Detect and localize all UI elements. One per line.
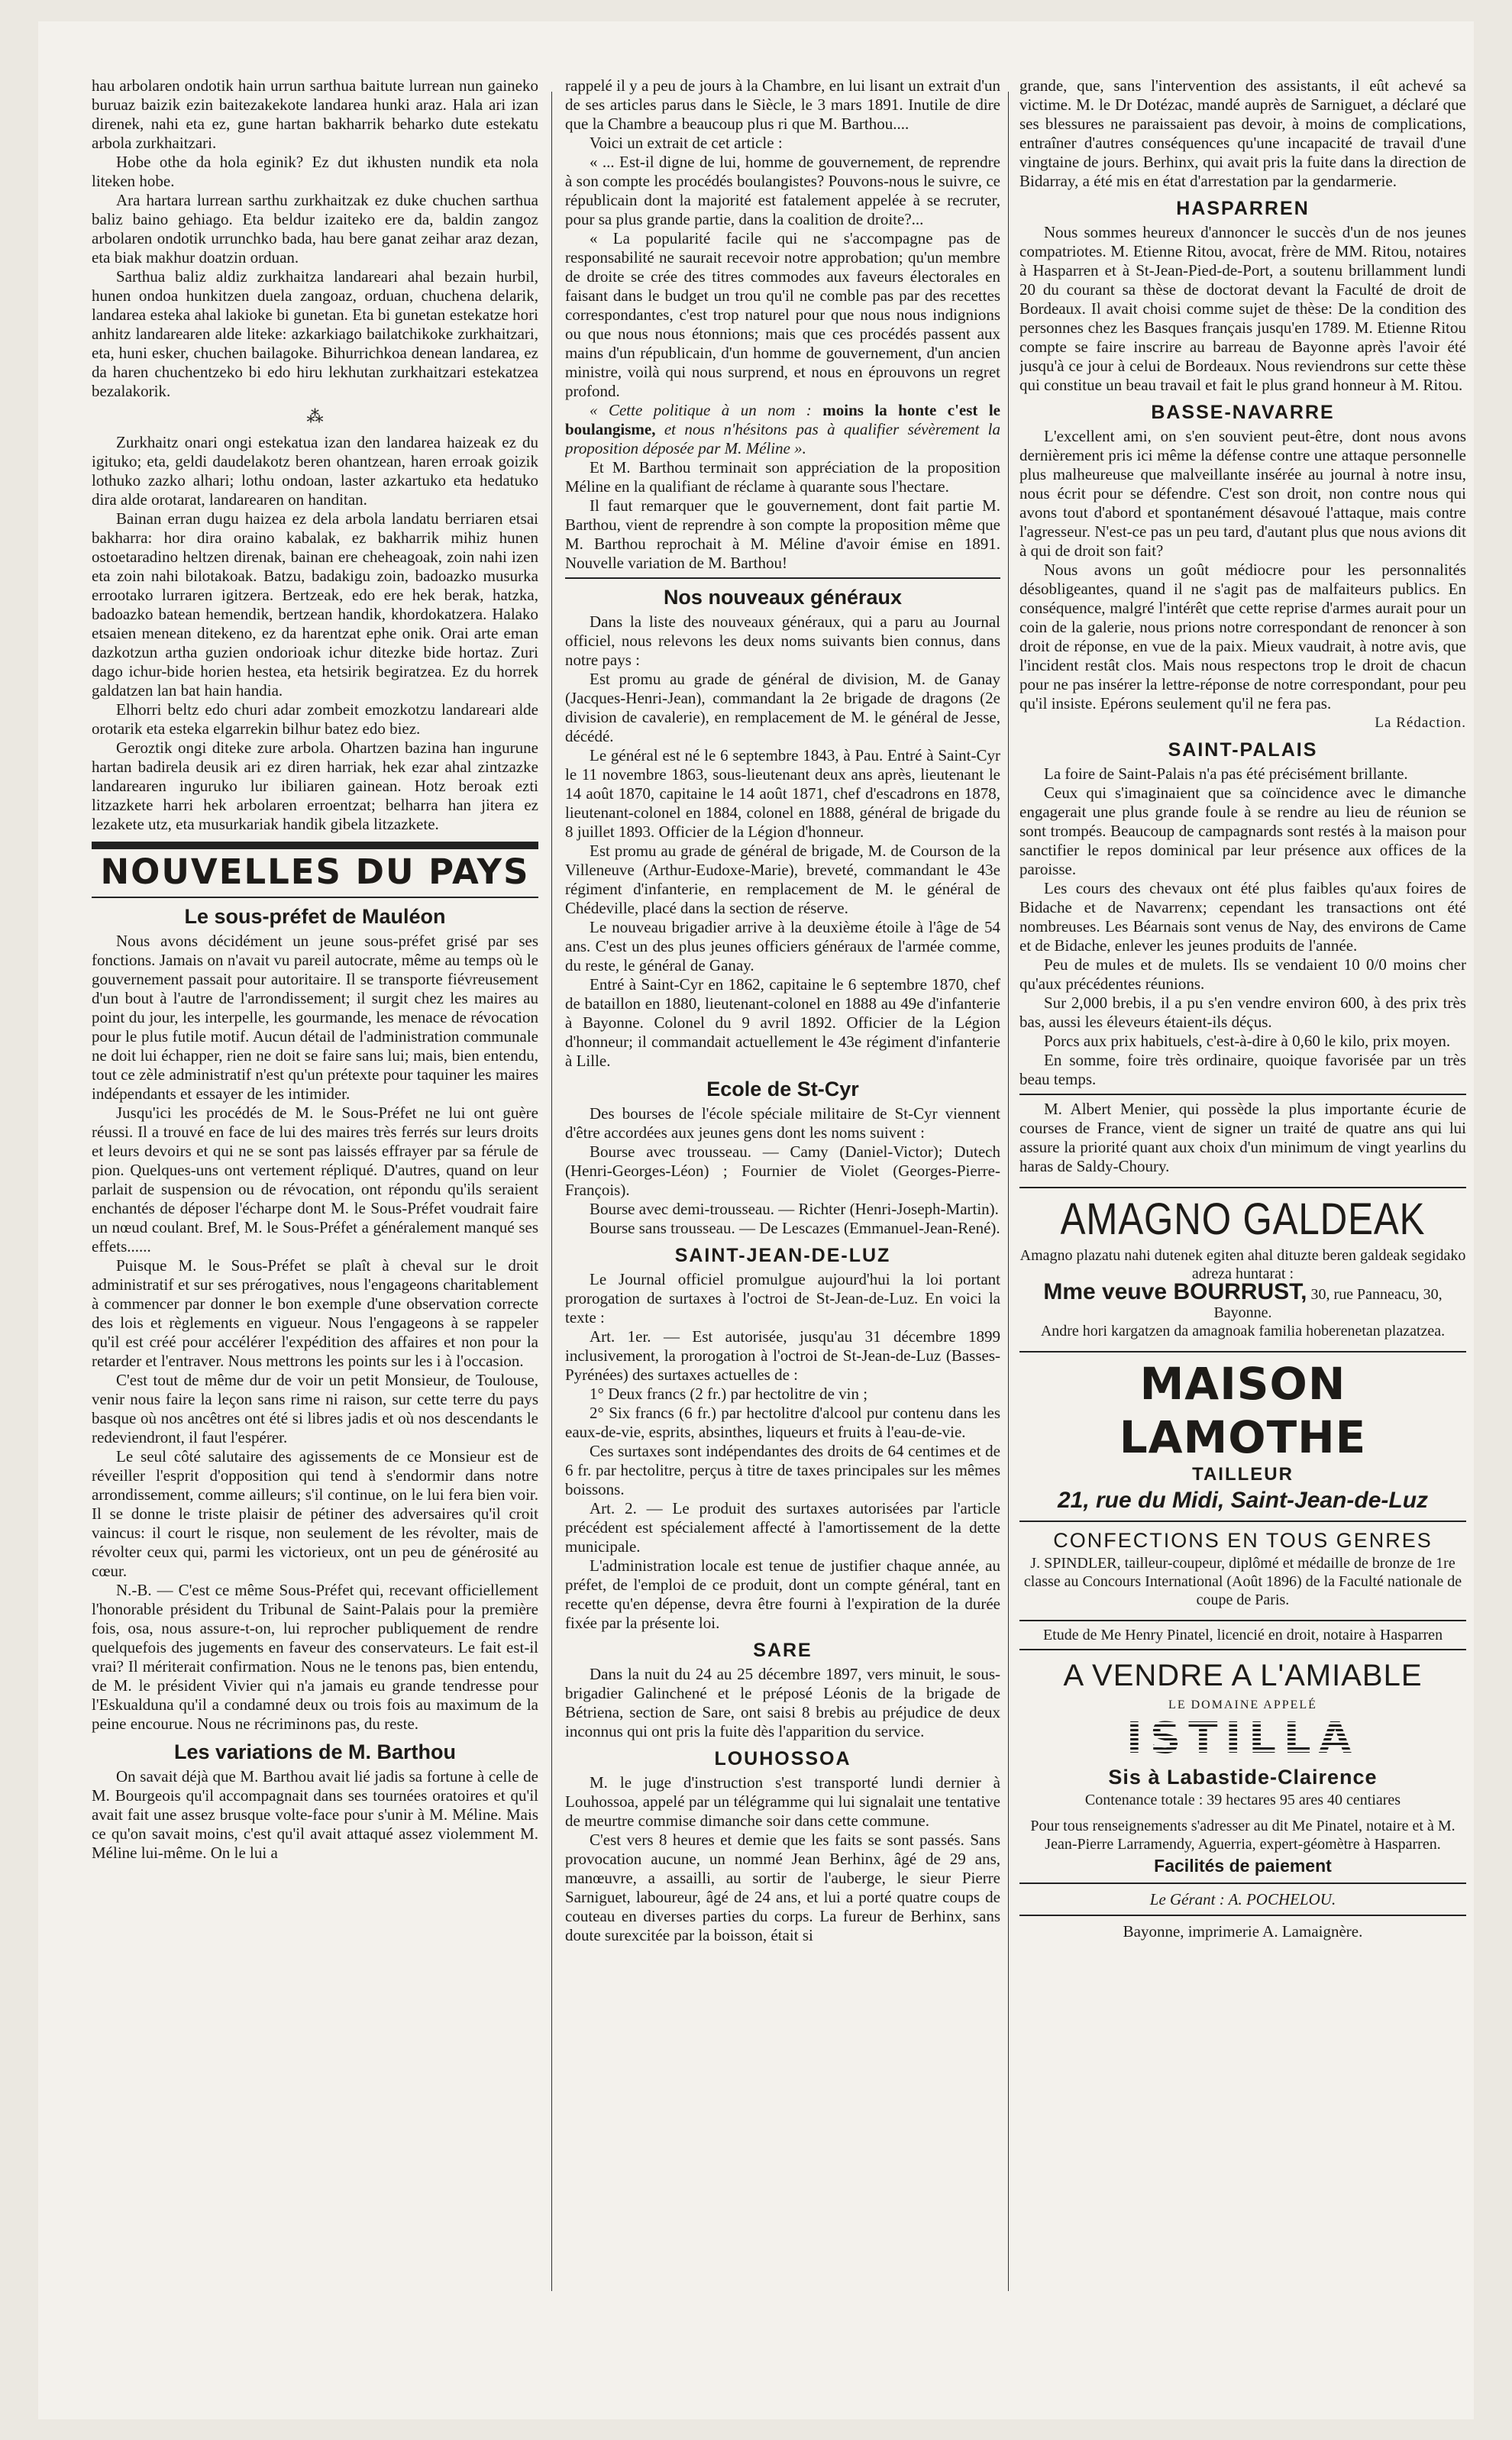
ad-title: MAISON LAMOTHE xyxy=(1119,1358,1367,1463)
paragraph: Nous avons décidément un jeune sous-préfet grisé par ses fonctions. Jamais on n'avait vu pareil autocrate, même au temps où le gouvernement passait pour autoritaire. Il se transporte fiévreusement d'un bout à l'autre de l'arrondissement; il surgit chez les maires au point du jour, les interpelle, les gourmande, les menace de révocation pour le plus futile motif. Aucun détail de l'administration communale ne doit lui échapper, rien ne doit se faire sans lui; mais, bien entendu, tout ce zèle administratif n'est qu'un prétexte pour taquiner les maires indépendants et essayer de les intimider. xyxy=(92,932,538,1103)
quote-text: « Cette politique à un nom : xyxy=(590,401,823,419)
ad-text: LE DOMAINE APPELÉ xyxy=(1168,1698,1317,1711)
paragraph: Les cours des chevaux ont été plus faibles qu'aux foires de Bidache et de Navarrenx; cependant les transactions ont été nombreuses. Les Béarnais sont venus de Nay, des environs de Came et de Bidache, enlever les jeunes produits de l'année. xyxy=(1019,879,1466,955)
ad-text: Contenance totale : 39 hectares 95 ares 40 centiares xyxy=(1084,1792,1401,1808)
paragraph: Puisque M. le Sous-Préfet se plaît à cheval sur le droit administratif et sur ses prérogatives, nous l'engageons charitablement à commencer par donner le bon exemple d'une observation correcte des lois et règlements en vigueur. Nous l'engageons à se rappeler qu'il est créé pour accélérer l'expédition des affaires et non pour la retarder et l'entraver. Nous mettrons les points sur les i à l'occasion. xyxy=(92,1256,538,1370)
paragraph: C'est tout de même dur de voir un petit Monsieur, de Toulouse, venir nous faire la leçon sans rime ni raison, sur cette terre du pays basque où nos ancêtres ont été si libres jadis et où nos descendants le redeviendront, il faut l'espérer. xyxy=(92,1371,538,1446)
paragraph: Entré à Saint-Cyr en 1862, capitaine le 6 septembre 1870, chef de bataillon en 1880, lieutenant-colonel en 1888 au 49e d'infanterie à Bayonne. Colonel du 9 avril 1892. Officier de la Légion d'honneur; il commandait actuellement le 43e régiment d'infanterie à Lille. xyxy=(565,975,1000,1070)
ad-title: A VENDRE A L'AMIABLE xyxy=(1063,1659,1423,1692)
paragraph: M. Albert Menier, qui possède la plus importante écurie de courses de France, vient de signer un traité de quatre ans qui lui assure la priorité quant aux choix d'un minimum de vingt yearlins du haras de Saldy-Choury. xyxy=(1019,1100,1466,1175)
quote-paragraph: « La popularité facile qui ne s'accompagne pas de responsabilité ne saurait recevoir notre approbation; qu'un membre de droite se crée des titres commodes aux faveurs électorales en faisant dans le budget un trou qu'il ne comble pas par des recettes correspondantes, c'est trop naturel pour que nous nous indignions ou que nous nous étonnions; mais que ces procédés passent aux mains d'un républicain, d'un homme de gouvernement, d'un ancien ministre, voilà qui nous surprend, et nous en éprouvons un regret profond. xyxy=(565,229,1000,400)
paragraph: Est promu au grade de général de division, M. de Ganay (Jacques-Henri-Jean), commandant la 2e brigade de dragons (2e division de cavalerie), en remplacement de M. le général de Jesse, décédé. xyxy=(565,670,1000,745)
paragraph: Le Journal officiel promulgue aujourd'hui la loi portant prorogation de surtaxes à l'octroi de St-Jean-de-Luz. En voici la texte : xyxy=(565,1270,1000,1327)
ad-text: Andre hori kargatzen da amagnoak familia hoberenetan plazatzea. xyxy=(1040,1323,1446,1340)
paragraph: Porcs aux prix habituels, c'est-à-dire à 0,60 le kilo, prix moyen. xyxy=(1044,1032,1451,1050)
ad-heading: CONFECTIONS EN TOUS GENRES xyxy=(1053,1529,1433,1552)
quote-paragraph: « ... Est-il digne de lui, homme de gouvernement, de reprendre à son compte les procédés boulangistes? Pouvons-nous le suivre, ce républicain dont la majorité est fatalement appelée à se recruter, pour sa plus grande partie, dans la coalition de droite?... xyxy=(565,153,1000,228)
ad-text: J. SPINDLER, tailleur-coupeur, diplômé et médaille de bronze de 1re classe au Concours International (Août 1896) de la Faculté nationale de coupe de Paris. xyxy=(1023,1555,1462,1608)
paragraph: Bourse avec trousseau. — Camy (Daniel-Victor); Dutech (Henri-Georges-Léon) ; Fournier de Violet (Georges-Pierre-François). xyxy=(565,1142,1000,1199)
paragraph: Bourse avec demi-trousseau. — Richter (Henri-Joseph-Martin). xyxy=(590,1200,999,1218)
advertisement-istilla xyxy=(1019,1620,1466,1878)
paragraph: Voici un extrait de cet article : xyxy=(590,134,783,152)
paragraph: On savait déjà que M. Barthou avait lié jadis sa fortune à celle de M. Bourgeois qu'il accompagnait dans ses tournées oratoires et qu'il avait fait une assez brusque volte-face pour s'unir à M. Méline. Mais ce qu'on savait moins, c'est qu'il avait attaqué assez violemment M. Méline lui-même. On le lui a xyxy=(92,1767,538,1862)
signature: La Rédaction. xyxy=(1375,715,1466,731)
paragraph: Art. 1er. — Est autorisée, jusqu'au 31 décembre 1899 inclusivement, la prorogation à l'octroi de St-Jean-de-Luz (Basses-Pyrénées) des surtaxes actuelles de : xyxy=(565,1327,1000,1384)
paragraph: Est promu au grade de général de brigade, M. de Courson de la Villeneuve (Arthur-Eudoxe-Marie), breveté, commandant le 43e régiment d'infanterie, en remplacement de M. le général de Chédeville, placé dans la section de réserve. xyxy=(565,842,1000,917)
ad-text: Pour tous renseignements s'adresser au dit Me Pinatel, notaire et à M. Jean-Pierre Larramendy, Aguerria, expert-géomètre à Hasparren. xyxy=(1030,1818,1455,1853)
ad-footer: Facilités de paiement xyxy=(1154,1856,1332,1876)
paragraph: Le nouveau brigadier arrive à la deuxième étoile à l'âge de 54 ans. C'est un des plus jeunes officiers généraux de l'armée comme, du reste, le général de Ganay. xyxy=(565,918,1000,974)
column-rule xyxy=(551,92,552,2291)
advertisement-lamothe xyxy=(1019,1351,1466,1609)
paragraph: 1° Deux francs (2 fr.) par hectolitre de vin ; xyxy=(590,1385,868,1403)
paragraph: Nous avons un goût médiocre pour les personnalités désobligeantes, quand il ne s'agit pas de malfaiteurs publics. En conséquence, malgré l'intérêt que cette reprise d'armes aurait pour un coin de la galerie, nous prions notre correspondant de renoncer à son droit de réponse, en vue de la paix. Mieux vaudrait, à notre avis, que l'incident restât clos. Mais nous respectons trop le droit de chacun pour ne pas insérer la lettre-réponse de notre correspondant, pour peu qu'il insiste. Epérons seulement qu'il ne fera pas. xyxy=(1019,561,1466,713)
paragraph: grande, que, sans l'intervention des assistants, il eût achevé sa victime. M. le Dr Dotézac, mandé auprès de Sarniguet, a déclaré que ses blessures ne paraissaient pas devoir, à moins de complications, entraîner d'autres conséquences qu'une incapacité de travail d'une vingtaine de jours. Berhinx, qui avait pris la fuite dans la direction de Bidarray, a été mis en état d'arrestation par la gendarmerie. xyxy=(1019,76,1466,190)
article-heading: Ecole de St-Cyr xyxy=(706,1078,859,1100)
advertisement-amagno xyxy=(1019,1187,1466,1340)
paragraph: Zurkhaitz onari ongi estekatua izan den landarea haizeak ez du igituko; eta, geldi daudelakotz beren ohantzean, haren erroak goizik lothuko zazko alhari; lothu ondoan, laster azkartuko eta hedatuko dira alde orotarat, landarearen on handitan. xyxy=(92,433,538,509)
ad-location: Sis à Labastide-Clairence xyxy=(1108,1766,1378,1789)
ad-contact xyxy=(1019,1279,1466,1322)
printer-line: Bayonne, imprimerie A. Lamaignère. xyxy=(1123,1922,1363,1941)
paragraph: Dans la nuit du 24 au 25 décembre 1897, vers minuit, le sous-brigadier Galinchené et le préposé Léonis de la brigade de Bétriena, section de Sare, ont saisi 8 brebis au préjudice de deux inconnus qui ont pris la fuite dès l'apparition du service. xyxy=(565,1665,1000,1740)
paragraph: M. le juge d'instruction s'est transporté lundi dernier à Louhossoa, appelé par un télégramme qui lui signalait une tentative de meurtre commise dimanche soir dans cette commune. xyxy=(565,1773,1000,1830)
column-1 xyxy=(92,76,538,2314)
paragraph: Ara hartara lurrean sarthu zurkhaitzak ez duke chuchen sarthua baliz baino gehiago. Eta beldur izaiteko ere da, baldin zangoz arbolaren ondotik urrunchko bada, hau bere ganat zeihar araz dezan, eta biak makhur doatzin orduan. xyxy=(92,191,538,267)
article-heading: Le sous-préfet de Mauléon xyxy=(184,905,446,928)
column-3 xyxy=(1019,76,1466,2314)
article-heading: Les variations de M. Barthou xyxy=(173,1740,457,1763)
paragraph: Bourse sans trousseau. — De Lescazes (Emmanuel-Jean-René). xyxy=(590,1219,1000,1237)
section-masthead: NOUVELLES DU PAYS xyxy=(100,852,530,892)
quote-text: et nous n'hésitons pas à qualifier sévèrement la proposition déposée par M. Méline ». xyxy=(565,420,1000,457)
section-divider xyxy=(565,577,1000,579)
article-heading: Nos nouveaux généraux xyxy=(663,586,903,609)
quote-emphasis: moins la honte c'est le boulangisme, xyxy=(565,401,1000,438)
column-rule xyxy=(1008,92,1009,2291)
paragraph: Il faut remarquer que le gouvernement, dont fait partie M. Barthou, vient de reprendre à son compte la proposition même que M. Barthou reprochait à M. Méline d'avoir émise en 1891. Nouvelle variation de M. Barthou! xyxy=(565,496,1000,572)
paragraph: L'excellent ami, on s'en souvient peut-être, dont nous avons dernièrement pris ici même la défense contre une attaque personnelle plus malheureuse que malveillante insérée au journal à notre insu, nous écrit pour se défendre. C'est son droit, non contre nous qui avons tout d'abord et spontanément désavoué l'attaque, mais contre l'agresseur. N'est-ce pas un peu tard, d'autant plus que nous avions dit à qui de droit son fait? xyxy=(1019,427,1466,560)
paragraph: Hobe othe da hola eginik? Ez dut ikhusten nundik eta nola liteken hobe. xyxy=(92,153,538,190)
ad-text: Amagno plazatu nahi dutenek egiten ahal dituzte beren galdeak segidako adreza huntarat : xyxy=(1019,1247,1466,1282)
paragraph: Peu de mules et de mulets. Ils se vendaient 10 0/0 moins cher qu'aux précédentes réunions. xyxy=(1019,955,1466,993)
section-divider xyxy=(1019,1883,1466,1884)
section-separator: ⁂ xyxy=(306,407,324,426)
section-divider xyxy=(1019,1649,1466,1650)
gerant-line: Le Gérant : A. POCHELOU. xyxy=(1149,1890,1336,1908)
quote-paragraph xyxy=(565,401,1000,458)
ad-name: Mme veuve BOURRUST, xyxy=(1043,1279,1307,1304)
section-divider xyxy=(92,897,538,898)
article-heading: SAINT-PALAIS xyxy=(1168,739,1318,761)
paragraph: Et M. Barthou terminait son appréciation de la proposition Méline en la qualifiant de réclame à quarante sous l'hectare. xyxy=(565,458,1000,496)
paragraph: Elhorri beltz edo churi adar zombeit emozkotzu landareari alde orotarik eta esteka elgarrekin bilhur batez edo biez. xyxy=(92,700,538,738)
paragraph: 2° Six francs (6 fr.) par hectolitre d'alcool pur contenu dans les eaux-de-vie, esprits, absinthes, liqueurs et fruits à l'eau-de-vie. xyxy=(565,1404,1000,1441)
article-heading: LOUHOSSOA xyxy=(714,1748,851,1769)
paragraph: Le général est né le 6 septembre 1843, à Pau. Entré à Saint-Cyr le 11 novembre 1863, sous-lieutenant deux ans après, lieutenant le 14 août 1870, capitaine le 14 août 1871, chef d'escadrons en 1878, lieutenant-colonel en 1884, colonel en 1888, général de brigade du 8 juillet 1893. Officier de la Légion d'honneur. xyxy=(565,746,1000,841)
paragraph: Ces surtaxes sont indépendantes des droits de 64 centimes et de 6 fr. par hectolitre, perçus à titre de taxes principales sur les mêmes boissons. xyxy=(565,1442,1000,1498)
paragraph: Sur 2,000 brebis, il a pu s'en vendre environ 600, à des prix très bas, aussi les éleveurs étaient-ils déçus. xyxy=(1019,994,1466,1031)
paragraph: rappelé il y a peu de jours à la Chambre, en lui lisant un extrait d'un de ses articles parus dans le Siècle, le 3 mars 1891. Inutile de dire que la Chambre a beaucoup plus ri que M. Barthou.... xyxy=(565,76,1000,133)
paragraph: Bainan erran dugu haizea ez dela arbola landatu berriaren etsai bakharra: hor dira oraino kabalak, ez bakharrik mihiz hunen ostoetaradino heltzen direnak, bainan ere cheheagoak, zoin nahi izen eta zoin nahi bilotakoak. Batzu, badakigu zoin, badoazko musurka errootako lurraren igitzera. Bertzeak, edo ere hek berak, hatzka, badoazko batean hemendik, bertzean handik, khordokatzera. Halako etsaien menean ditekeno, ez da harentzat ephe onik. Orai arte eman dazkotzun artha guzien ondorioak ichur ditezke bide hortaz. Zuri dago ichur-bide horien hestea, eta hetsirik begiratzea. Ez du horrek galdatzen lan bat hain handia. xyxy=(92,509,538,700)
paragraph: hau arbolaren ondotik hain urrun sarthua baitute lurrean nun gaineko buruaz baizik ezin baitezakekote landarea hunki araz. Hala ari izan direnek, nahi eta ez, gune hartan bakharrik beharko dute estekatu arbola zurkhaitzari. xyxy=(92,76,538,152)
paragraph: La foire de Saint-Palais n'a pas été précisément brillante. xyxy=(1044,764,1408,783)
column-2 xyxy=(565,76,1000,2314)
paragraph: Sarthua baliz aldiz zurkhaitza landareari ahal bezain hurbil, hunen ondoa hunkitzen duela zangoaz, orduan, chuchena delarik, landarea esteka ahal lakioke bi gunetan. Eta bi gunetan estekatze hori anhitz landarearen alde liteke: azkarkiago bailatchikoke zurkhaitzari, eta, huni esker, chuchen bailagoke. Bihurrichkoa denean landarea, ez da haren chuchentzeko bi edo hiru lekhutan zurkhaitzari estekatzea bezalakorik. xyxy=(92,267,538,400)
paragraph: Nous sommes heureux d'annoncer le succès d'un de nos jeunes compatriotes. M. Etienne Ritou, avocat, frère de MM. Ritou, notaires à Hasparren et à St-Jean-Pied-de-Port, a soutenu brillamment lundi 20 du courant sa thèse de doctorat devant la Faculté de droit de Bordeaux. Il avait choisi comme sujet de thèse: De la condition des personnes chez les Basques français jusqu'en 1789. M. Etienne Ritou compte se faire inscrire au barreau de Bayonne après l'avoir été jusqu'à ce jour à celui de Bordeaux. Nous reviendrons sur cette thèse qui constitue un beau travail et fait le plus grand honneur à M. Ritou. xyxy=(1019,223,1466,394)
ad-address: 30, rue Panneacu, 30, Bayonne. xyxy=(1213,1286,1443,1321)
paragraph: Art. 2. — Le produit des surtaxes autorisées par l'article précédent est spécialement affecté à l'amortissement de la dette municipale. xyxy=(565,1499,1000,1556)
section-divider xyxy=(1019,1915,1466,1916)
paragraph: Des bourses de l'école spéciale militaire de St-Cyr viennent d'être accordées aux jeunes gens dont les noms suivent : xyxy=(565,1104,1000,1142)
ad-title: AMAGNO GALDEAK xyxy=(1060,1194,1426,1244)
paragraph: Dans la liste des nouveaux généraux, qui a paru au Journal officiel, nous relevons les deux noms suivants bien connus, dans notre pays : xyxy=(565,612,1000,669)
paragraph: Le seul côté salutaire des agissements de ce Monsieur est de réveiller l'esprit d'opposition qui tend à s'endormir dans notre arrondissement, comme ailleurs; s'il continue, on le lui fera bien voir. Il se donne le triste plaisir de pétiner des adversaires qu'il croit vaincus: il court le risque, non seulement de les révolter, mais de révolter ceux qui, parmi les victorieux, ont un peu de générosité au cœur. xyxy=(92,1447,538,1580)
section-divider xyxy=(92,842,538,849)
paragraph: N.-B. — C'est ce même Sous-Préfet qui, recevant officiellement l'honorable président du Tribunal de Saint-Palais pour la première fois, osa, nous assure-t-on, lui reprocher publiquement de rendre quelquefois des jugements en faveur des conservateurs. Le fait est-il vrai? Il mériterait confirmation. Nous ne le tenons pas, bien entendu, de M. le président Vivier qui n'a jamais eu grande tendresse pour l'Eskualduna qu'il a condamné deux ou trois fois au maximum de la peine encourue. Nous ne récriminons pas, du reste. xyxy=(92,1581,538,1733)
ad-address: 21, rue du Midi, Saint-Jean-de-Luz xyxy=(1057,1488,1429,1513)
ad-subtitle: TAILLEUR xyxy=(1192,1464,1294,1485)
paragraph: L'administration locale est tenue de justifier chaque année, au préfet, de l'emploi de ce produit, dont un compte général, tant en recette qu'en dépense, devra être fourni à l'expiration de la durée fixée par la présente loi. xyxy=(565,1556,1000,1632)
ad-text: Etude de Me Henry Pinatel, licencié en droit, notaire à Hasparren xyxy=(1042,1627,1443,1643)
paragraph: Ceux qui s'imaginaient que sa coïncidence avec le dimanche engagerait une plus grande foule à se rendre au lieu de réunion se sont trompés. Beaucoup de campagnards sont restés à la maison pour sanctifier le repos dominical par leur présence aux offices de la paroisse. xyxy=(1019,784,1466,878)
article-heading: BASSE-NAVARRE xyxy=(1151,402,1335,423)
paragraph: Geroztik ongi diteke zure arbola. Ohartzen bazina han ingurune hartan badirela deusik ari ez diren harriak, hek ezar ahal zintzazke landarearen inguruko lur ibiliaren gainean. Hotz beroak ezti litzazkete harri hek arbolaren erroentzat; belharra han jitera ez lezakete utz, eta musurkariak handik gibela litzazkete. xyxy=(92,738,538,833)
article-heading: SARE xyxy=(753,1640,813,1661)
ad-property-name: ISTILLA xyxy=(1019,1714,1466,1763)
paragraph: Jusqu'ici les procédés de M. le Sous-Préfet ne lui ont guère réussi. Il a trouvé en face de lui des maires très ferrés sur leurs droits et leurs devoirs et qui ne se sont pas laissés effrayer par sa férule de pion. Quelques-uns ont vertement répliqué. D'autres, quand on leur parlait de suspension ou de révocation, ont répondu qu'ils seraient enchantés de déposer l'écharpe dont M. le Sous-Préfet voudrait faire un nœud coulant. Bref, M. le Sous-Préfet a généralement manqué ses effets...... xyxy=(92,1104,538,1256)
section-divider xyxy=(1019,1521,1466,1522)
section-divider xyxy=(1019,1094,1466,1095)
paragraph: C'est vers 8 heures et demie que les faits se sont passés. Sans provocation aucune, un nommé Jean Berhinx, âgé de 29 ans, manœuvre, a assailli, au sortir de l'auberge, le sieur Pierre Sarniguet, laboureur, âgé de 24 ans, et lui a porté quatre coups de couteau en diverses parties du corps. La fureur de Berhinx, sans doute surexcitée par la boisson, était si xyxy=(565,1831,1000,1944)
article-heading: HASPARREN xyxy=(1176,198,1310,219)
paragraph: En somme, foire très ordinaire, quoique favorisée par un très beau temps. xyxy=(1019,1051,1466,1088)
article-heading: SAINT-JEAN-DE-LUZ xyxy=(674,1245,891,1266)
